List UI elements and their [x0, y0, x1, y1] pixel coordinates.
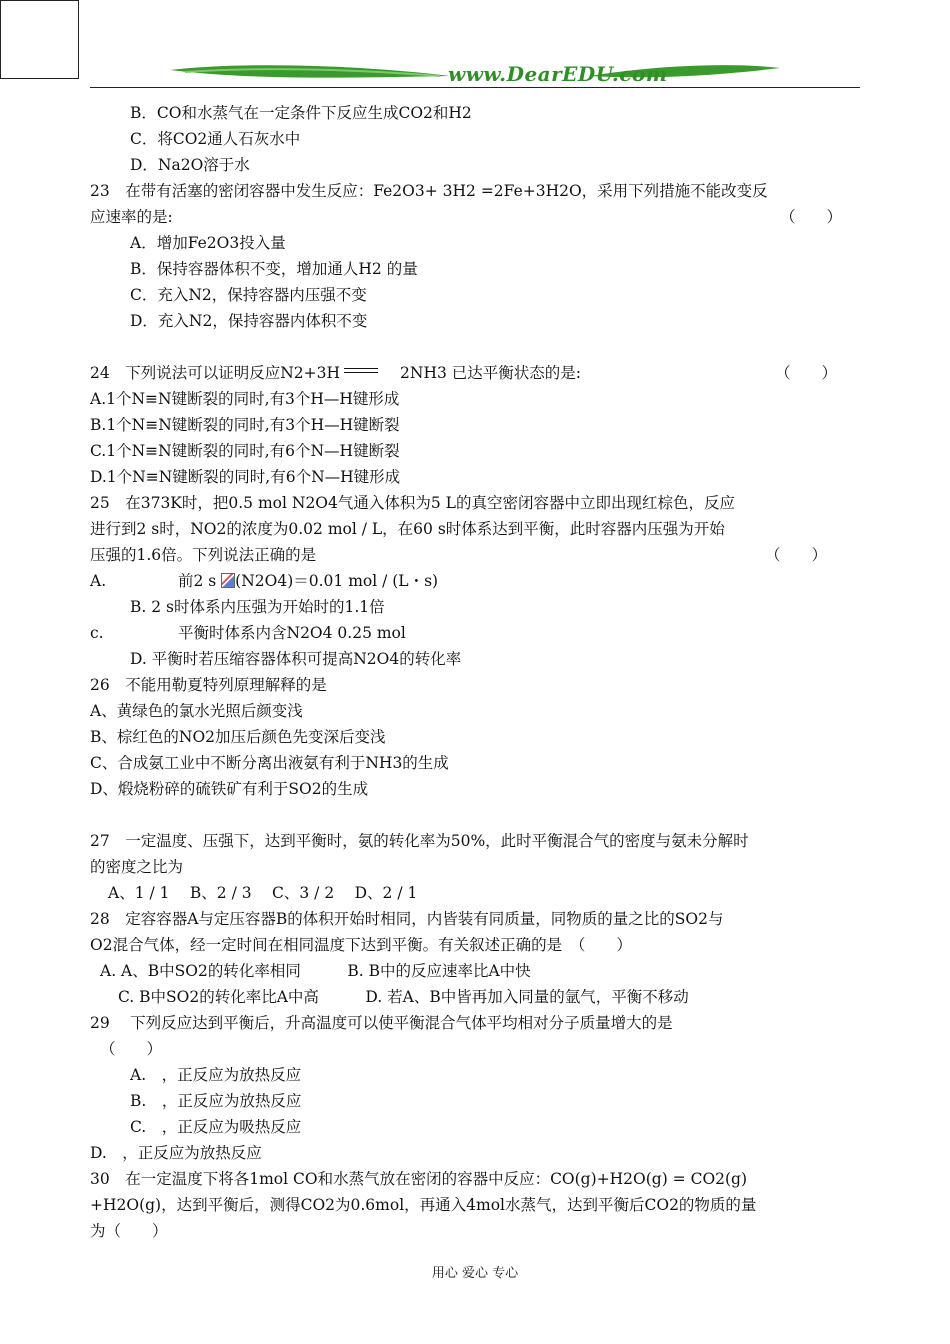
- question-24-stem: [90, 360, 862, 386]
- spacer: [90, 802, 862, 828]
- question-28-options-ab: A. A、B中SO2的转化率相同 B. B中的反应速率比A中快: [100, 962, 531, 980]
- question-24-option-b: B.1个N≡N键断裂的同时,有3个H—H键断裂: [90, 416, 400, 434]
- question-29-option-a: A. ，正反应为放热反应: [130, 1066, 302, 1084]
- question-27-stem-cont: 的密度之比为: [90, 858, 184, 876]
- corner-box: [0, 0, 79, 79]
- question-24-option-a: A.1个N≡N键断裂的同时,有3个H—H键形成: [90, 390, 400, 408]
- question-23-stem-text: 应速率的是:: [90, 208, 173, 226]
- question-28-stem: 28 定容容器A与定压容器B的体积开始时相同，内皆装有同质量，同物质的量之比的SO2与: [90, 910, 724, 928]
- question-26-option-b: B、棕红色的NO2加压后颜色先变深后变浅: [90, 728, 386, 746]
- line-c-co2: C．将CO2通人石灰水中: [130, 130, 301, 148]
- question-25-option-c: [90, 620, 862, 646]
- option-text: 平衡时体系内含N2O4 0.25 mol: [178, 624, 406, 642]
- line-b-co: B．CO和水蒸气在一定条件下反应生成CO2和H2: [130, 104, 472, 122]
- question-26-option-c: C、合成氨工业中不断分离出液氨有利于NH3的生成: [90, 754, 449, 772]
- question-24-option-d: D.1个N≡N键断裂的同时,有6个N—H键形成: [90, 468, 401, 486]
- question-30-stem: 30 在一定温度下将各1mol CO和水蒸气放在密闭的容器中反应：CO(g)+H2O(g) = CO2(g): [90, 1170, 748, 1188]
- question-23-option-c: C．充入N2，保持容器内压强不变: [130, 286, 367, 304]
- header-rule: [90, 87, 860, 88]
- question-23-option-a: A．增加Fe2O3投入量: [130, 234, 286, 252]
- equilibrium-arrow-icon: [344, 366, 378, 376]
- question-30-stem-cont-2: 为（ ）: [90, 1222, 168, 1240]
- question-26-option-a: A、黄绿色的氯水光照后颜变浅: [90, 702, 303, 720]
- question-24-option-c: C.1个N≡N键断裂的同时,有6个N—H键断裂: [90, 442, 400, 460]
- site-url: www.DearEDU.com: [448, 62, 668, 86]
- question-27-options: A、1 / 1 B、2 / 3 C、3 / 2 D、2 / 1: [108, 884, 418, 902]
- question-27-stem: 27 一定温度、压强下，达到平衡时，氨的转化率为50%，此时平衡混合气的密度与氨未分解时: [90, 832, 749, 850]
- question-29-option-b: B. ，正反应为放热反应: [130, 1092, 302, 1110]
- option-text: [178, 568, 438, 594]
- question-25-option-a: [90, 568, 862, 594]
- question-24-stem-text-2: 2NH3 已达平衡状态的是:: [400, 364, 581, 382]
- question-26-stem: 26 不能用勒夏特列原理解释的是: [90, 676, 327, 694]
- answer-paren: （ ）: [765, 546, 828, 564]
- option-text-post: (N2O4)＝0.01 mol / (L・s): [235, 572, 439, 590]
- question-29-paren: （ ）: [100, 1040, 163, 1058]
- question-23-stem: 23 在带有活塞的密闭容器中发生反应：Fe2O3+ 3H2 =2Fe+3H2O，采用下列措施不能改变反: [90, 182, 768, 200]
- question-23-option-d: D．充入N2，保持容器内体积不变: [130, 312, 368, 330]
- question-28-options-cd: C. B中SO2的转化率比A中高 D. 若A、B中皆再加入同量的氩气，平衡不移动: [118, 988, 689, 1006]
- rate-symbol-icon: [221, 573, 235, 588]
- question-25-stem: 25 在373K时，把0.5 mol N2O4气通入体积为5 L的真空密闭容器中立即出现红棕色，反应: [90, 494, 735, 512]
- question-29-stem: 29 下列反应达到平衡后，升高温度可以使平衡混合气体平均相对分子质量增大的是: [90, 1014, 673, 1032]
- question-23-stem-cont: [90, 204, 862, 230]
- line-d-na2o: D．Na2O溶于水: [130, 156, 250, 174]
- document-body: [90, 100, 862, 1244]
- question-29-option-c: C. ，正反应为吸热反应: [130, 1118, 302, 1136]
- question-30-stem-cont: +H2O(g)，达到平衡后，测得CO2为0.6mol，再通入4mol水蒸气，达到平衡后CO2的物质的量: [90, 1196, 757, 1214]
- option-label: A.: [90, 572, 107, 590]
- answer-paren: （ ）: [775, 364, 838, 382]
- spacer: [90, 334, 862, 360]
- answer-paren: （ ）: [780, 208, 843, 226]
- question-29-option-d: D. ，正反应为放热反应: [90, 1144, 262, 1162]
- question-25-option-d: D. 平衡时若压缩容器体积可提高N2O4的转化率: [130, 650, 462, 668]
- question-25-stem-text: 压强的1.6倍。下列说法正确的是: [90, 546, 317, 564]
- question-28-stem-cont: O2混合气体，经一定时间在相同温度下达到平衡。有关叙述正确的是 （ ）: [90, 936, 632, 954]
- question-24-stem-text: 24 下列说法可以证明反应N2+3H: [90, 364, 341, 382]
- question-23-option-b: B．保持容器体积不变，增加通人H2 的量: [130, 260, 418, 278]
- question-26-option-d: D、煅烧粉碎的硫铁矿有利于SO2的生成: [90, 780, 369, 798]
- page-footer: 用心 爱心 专心: [431, 1266, 519, 1281]
- question-25-stem-cont-2: [90, 542, 862, 568]
- option-text-pre: 前2 s: [178, 572, 222, 590]
- question-25-stem-cont: 进行到2 s时，NO2的浓度为0.02 mol / L，在60 s时体系达到平衡，此时容器内压强为开始: [90, 520, 725, 538]
- question-25-option-b: B. 2 s时体系内压强为开始时的1.1倍: [130, 598, 385, 616]
- option-label: c.: [90, 624, 104, 642]
